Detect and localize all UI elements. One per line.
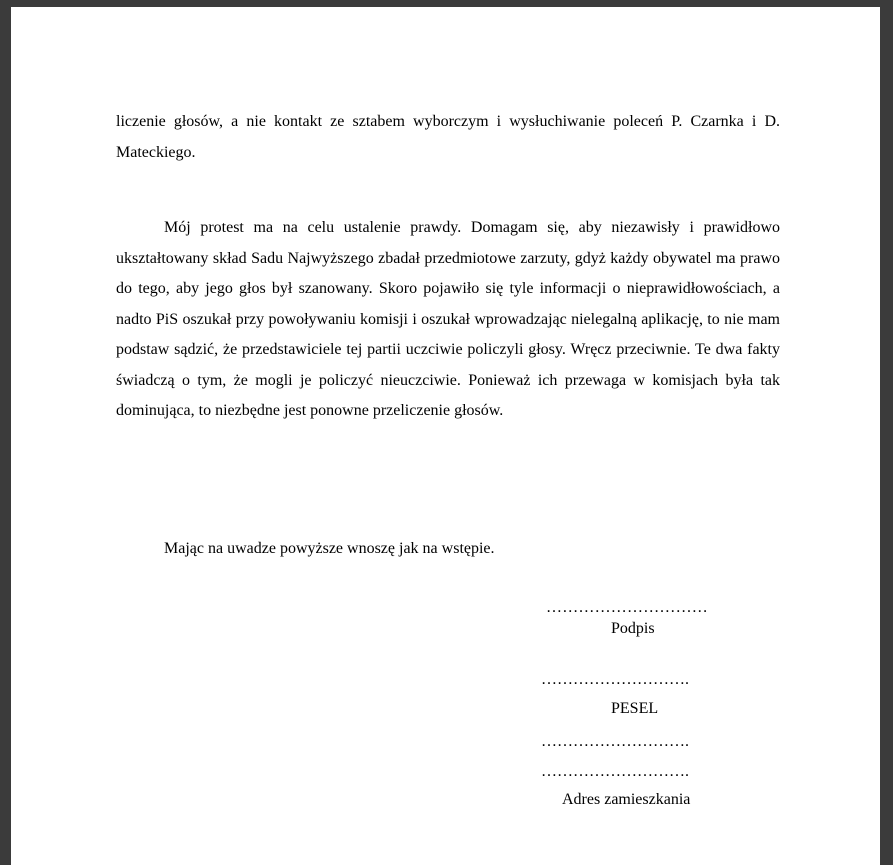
- pesel-label: PESEL: [611, 700, 659, 717]
- signature-line: …………………………: [546, 599, 708, 616]
- paragraph-counting-votes: liczenie głosów, a nie kontakt ze sztabem wyborczym i wysłuchiwanie poleceń P. Czarnka i D. Mateckiego.: [116, 113, 780, 161]
- pesel-line: ……………………….: [541, 671, 689, 688]
- address-line-1: ……………………….: [541, 733, 689, 750]
- paragraph-conclusion: Mając na uwadze powyższe wnoszę jak na wstępie.: [164, 540, 495, 557]
- signature-label: Podpis: [611, 620, 655, 637]
- address-line-2: ……………………….: [541, 763, 689, 780]
- paragraph-protest-purpose: Mój protest ma na celu ustalenie prawdy. Domagam się, aby niezawisły i prawidłowo ukształtowany skład Sadu Najwyższego zbadał przedmiotowe zarzuty, gdyż każdy obywatel ma prawo do tego, aby jego głos był szanowany. Skoro pojawiło się tyle informacji o nieprawidłowościach, a nadto PiS oszukał przy powoływaniu komisji i oszukał wprowadzając nielegalną aplikację, to nie mam podstaw sądzić, że przedstawiciele tej partii uczciwie policzyli głosy. Wręcz przeciwnie. Te dwa fakty świadczą o tym, że mogli je policzyć nieuczciwie. Ponieważ ich przewaga w komisjach była tak dominująca, to niezbędne jest ponowne przeliczenie głosów.: [116, 219, 780, 419]
- document-page: [11, 7, 880, 865]
- address-label: Adres zamieszkania: [562, 791, 691, 808]
